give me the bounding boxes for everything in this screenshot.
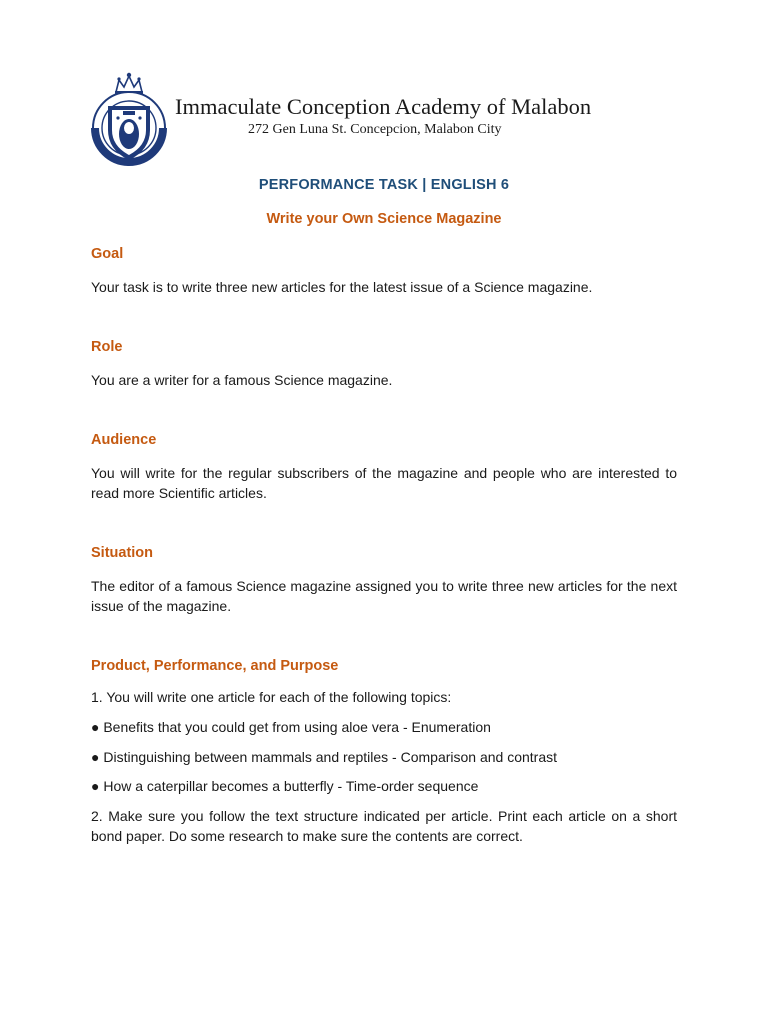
- role-heading: Role: [91, 339, 123, 355]
- situation-text: The editor of a famous Science magazine assigned you to write three new articles for the next issue of the magazine.: [91, 578, 677, 614]
- bullet-caterpillar-butterfly: ● How a caterpillar becomes a butterfly - Time-order sequence: [91, 778, 479, 794]
- bullet-aloe-vera: ● Benefits that you could get from using aloe vera - Enumeration: [91, 719, 491, 735]
- product-item-2: 2. Make sure you follow the text structure indicated per article. Print each article on a short bond paper. Do some research to make sure the contents are correct.: [91, 808, 677, 844]
- product-item-1: 1. You will write one article for each of the following topics:: [91, 689, 452, 705]
- role-text: You are a writer for a famous Science magazine.: [91, 372, 393, 388]
- bullet-mammals-reptiles: ● Distinguishing between mammals and reptiles - Comparison and contrast: [91, 749, 558, 765]
- school-address: 272 Gen Luna St. Concepcion, Malabon City: [248, 122, 502, 137]
- goal-heading: Goal: [91, 246, 124, 262]
- school-name: Immaculate Conception Academy of Malabon: [175, 94, 592, 119]
- audience-heading: Audience: [91, 432, 157, 448]
- task-subtitle: Write your Own Science Magazine: [266, 211, 502, 227]
- goal-text: Your task is to write three new articles for the latest issue of a Science magazine.: [91, 279, 593, 295]
- audience-text: You will write for the regular subscribers of the magazine and people who are interested to read more Scientific articles.: [91, 465, 677, 501]
- school-seal-icon: [90, 70, 168, 168]
- situation-heading: Situation: [91, 545, 154, 561]
- product-heading: Product, Performance, and Purpose: [91, 658, 339, 674]
- task-title: PERFORMANCE TASK | ENGLISH 6: [258, 177, 510, 193]
